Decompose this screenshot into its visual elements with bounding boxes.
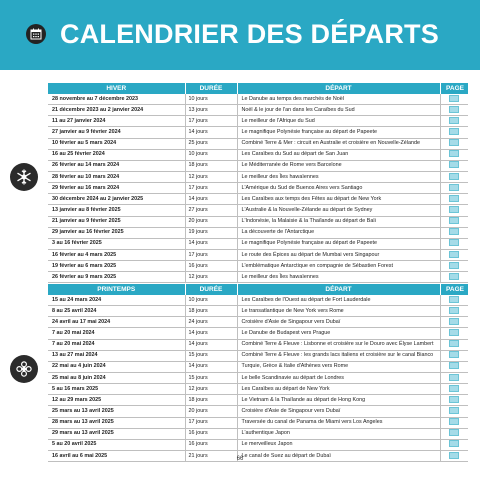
duration: 14 jours — [185, 339, 237, 350]
page-cell — [440, 361, 468, 372]
table-row — [48, 372, 468, 383]
page-cell — [440, 116, 468, 127]
page-reference-icon[interactable] — [449, 184, 459, 191]
table-row — [48, 384, 468, 395]
page-cell — [440, 406, 468, 417]
departure-date: 28 mars au 13 avril 2025 — [48, 417, 185, 428]
page-cell — [440, 428, 468, 439]
page-reference-icon[interactable] — [449, 195, 459, 202]
page-cell — [440, 94, 468, 105]
page-cell — [440, 439, 468, 450]
table-row — [48, 439, 468, 450]
table-row — [48, 194, 468, 205]
page-reference-icon[interactable] — [449, 307, 459, 314]
page-reference-icon[interactable] — [449, 362, 459, 369]
duration: 14 jours — [185, 194, 237, 205]
table-row — [48, 94, 468, 105]
departure-name: L'emblématique Antarctique en compagnie de Sébastien Forest — [237, 261, 440, 272]
page-reference-icon[interactable] — [449, 206, 459, 213]
page-cell — [440, 328, 468, 339]
duration: 12 jours — [185, 272, 237, 283]
departure-name: Le canal de Suez au départ de Dubaï — [237, 450, 440, 461]
table-row — [48, 306, 468, 317]
page-reference-icon[interactable] — [449, 329, 459, 336]
departure-name: Le meilleur des Îles hawaïennes — [237, 272, 440, 283]
duration: 17 jours — [185, 183, 237, 194]
page-reference-icon[interactable] — [449, 173, 459, 180]
page-reference-icon[interactable] — [449, 374, 459, 381]
page-cell — [440, 194, 468, 205]
page-cell — [440, 205, 468, 216]
title-banner — [0, 0, 480, 70]
page-reference-icon[interactable] — [449, 429, 459, 436]
table-row — [48, 127, 468, 138]
page-cell — [440, 417, 468, 428]
departure-name: La découverte de l'Antarctique — [237, 227, 440, 238]
table-row — [48, 183, 468, 194]
page-reference-icon[interactable] — [449, 440, 459, 447]
departure-date: 30 décembre 2024 au 2 janvier 2025 — [48, 194, 185, 205]
page-cell — [440, 261, 468, 272]
duration: 17 jours — [185, 249, 237, 260]
duration: 15 jours — [185, 350, 237, 361]
departure-date: 7 au 20 mai 2024 — [48, 339, 185, 350]
departure-name: Le Danube de Budapest vers Prague — [237, 328, 440, 339]
departure-name: Traversée du canal de Panama de Miami vers Los Angeles — [237, 417, 440, 428]
column-header-duree: DURÉE — [185, 284, 237, 295]
departure-date: 26 février au 14 mars 2024 — [48, 160, 185, 171]
page-cell — [440, 317, 468, 328]
page-cell — [440, 249, 468, 260]
table-row — [48, 428, 468, 439]
page-cell — [440, 306, 468, 317]
departure-name: L'authentique Japon — [237, 428, 440, 439]
duration: 10 jours — [185, 149, 237, 160]
page-reference-icon[interactable] — [449, 106, 459, 113]
departure-date: 10 février au 5 mars 2024 — [48, 138, 185, 149]
page-cell — [440, 216, 468, 227]
departure-date: 24 avril au 17 mai 2024 — [48, 317, 185, 328]
page-reference-icon[interactable] — [449, 385, 459, 392]
departure-date: 27 janvier au 9 février 2024 — [48, 127, 185, 138]
printemps-table — [48, 284, 468, 462]
table-row — [48, 406, 468, 417]
duration: 14 jours — [185, 361, 237, 372]
duration: 16 jours — [185, 261, 237, 272]
page-cell — [440, 295, 468, 306]
departure-name: Le transatlantique de New York vers Rome — [237, 306, 440, 317]
table-row — [48, 328, 468, 339]
duration: 18 jours — [185, 160, 237, 171]
departure-date: 25 mars au 13 avril 2025 — [48, 406, 185, 417]
page-reference-icon[interactable] — [449, 273, 459, 280]
table-row — [48, 149, 468, 160]
departure-date: 15 au 24 mars 2024 — [48, 295, 185, 306]
table-row — [48, 339, 468, 350]
departure-date: 28 novembre au 7 décembre 2023 — [48, 94, 185, 105]
page-cell — [440, 171, 468, 182]
departure-date: 25 mai au 8 juin 2024 — [48, 372, 185, 383]
hiver-table — [48, 83, 468, 283]
column-header-depart: DÉPART — [237, 83, 440, 94]
departure-name: Le Méditerranée de Rome vers Barcelone — [237, 160, 440, 171]
table-row — [48, 350, 468, 361]
departure-name: L'Australie & la Nouvelle-Zélande au départ de Sydney — [237, 205, 440, 216]
duration: 12 jours — [185, 171, 237, 182]
departure-date: 19 février au 6 mars 2025 — [48, 261, 185, 272]
duration: 16 jours — [185, 428, 237, 439]
departure-date: 5 au 16 mars 2025 — [48, 384, 185, 395]
duration: 18 jours — [185, 395, 237, 406]
departure-name: Le Danube au temps des marchés de Noël — [237, 94, 440, 105]
page-reference-icon[interactable] — [449, 139, 459, 146]
printemps-header-row — [48, 284, 468, 295]
duration: 27 jours — [185, 205, 237, 216]
departure-date: 21 décembre 2023 au 2 janvier 2024 — [48, 105, 185, 116]
page-cell — [440, 105, 468, 116]
page-cell — [440, 372, 468, 383]
table-row — [48, 317, 468, 328]
page-cell — [440, 350, 468, 361]
table-row — [48, 261, 468, 272]
duration: 10 jours — [185, 94, 237, 105]
hiver-header-row — [48, 83, 468, 94]
departure-date: 13 janvier au 8 février 2025 — [48, 205, 185, 216]
departure-name: Noël & le jour de l'an dans les Caraïbes du Sud — [237, 105, 440, 116]
departure-name: Combiné Terre & Fleuve : les grands lacs italiens et croisière sur le canal Bianco — [237, 350, 440, 361]
column-header-depart: DÉPART — [237, 284, 440, 295]
column-header-page: PAGE — [440, 83, 468, 94]
column-header-season: PRINTEMPS — [48, 284, 185, 295]
duration: 19 jours — [185, 227, 237, 238]
departure-name: Les Caraïbes aux temps des Fêtes au départ de New York — [237, 194, 440, 205]
departure-date: 26 février au 9 mars 2025 — [48, 272, 185, 283]
page-cell — [440, 183, 468, 194]
departure-date: 3 au 16 février 2025 — [48, 238, 185, 249]
duration: 25 jours — [185, 138, 237, 149]
page-cell — [440, 339, 468, 350]
page-reference-icon[interactable] — [449, 351, 459, 358]
departure-name: Le meilleur des Îles hawaïennes — [237, 171, 440, 182]
table-row — [48, 171, 468, 182]
departure-date: 7 au 20 mai 2024 — [48, 328, 185, 339]
departure-name: Croisière d'Asie de Singapour vers Dubaï — [237, 406, 440, 417]
page-reference-icon[interactable] — [449, 418, 459, 425]
departure-date: 29 mars au 13 avril 2025 — [48, 428, 185, 439]
table-row — [48, 105, 468, 116]
departure-name: Combiné Terre & Mer : circuit en Australie et croisière en Nouvelle-Zélande — [237, 138, 440, 149]
page-reference-icon[interactable] — [449, 340, 459, 347]
departure-name: L'Indonésie, la Malaisie & la Thaïlande au départ de Bali — [237, 216, 440, 227]
departure-name: Le merveilleux Japon — [237, 439, 440, 450]
table-row — [48, 138, 468, 149]
departure-date: 29 janvier au 16 février 2025 — [48, 227, 185, 238]
departure-name: Le magnifique Polynésie française au départ de Papeete — [237, 127, 440, 138]
duration: 20 jours — [185, 406, 237, 417]
table-row — [48, 395, 468, 406]
departure-date: 16 février au 4 mars 2025 — [48, 249, 185, 260]
page-reference-icon[interactable] — [449, 217, 459, 224]
table-row — [48, 205, 468, 216]
duration: 15 jours — [185, 372, 237, 383]
departure-name: Croisière d'Asie de Singapour vers Dubaï — [237, 317, 440, 328]
flower-icon — [10, 355, 38, 383]
table-row — [48, 295, 468, 306]
departure-date: 5 au 20 avril 2025 — [48, 439, 185, 450]
page-reference-icon[interactable] — [449, 396, 459, 403]
duration: 14 jours — [185, 328, 237, 339]
departure-name: Le route des Épices au départ de Mumbai vers Singapour — [237, 249, 440, 260]
duration: 24 jours — [185, 317, 237, 328]
hiver-rows — [48, 94, 468, 283]
departure-name: Le belle Scandinavie au départ de Londres — [237, 372, 440, 383]
duration: 21 jours — [185, 450, 237, 461]
page-reference-icon[interactable] — [449, 117, 459, 124]
snowflake-icon — [10, 163, 38, 191]
departure-name: Les Caraïbes de l'Ouest au départ de Fort Lauderdale — [237, 295, 440, 306]
departure-name: Les Caraïbes au départ de New York — [237, 384, 440, 395]
duration: 16 jours — [185, 439, 237, 450]
page-reference-icon[interactable] — [449, 407, 459, 414]
departure-date: 16 au 25 février 2024 — [48, 149, 185, 160]
page-number: 66 — [236, 456, 244, 462]
column-header-season: HIVER — [48, 83, 185, 94]
duration: 20 jours — [185, 216, 237, 227]
page-reference-icon[interactable] — [449, 150, 459, 157]
departure-date: 13 au 27 mai 2024 — [48, 350, 185, 361]
departure-date: 16 avril au 6 mai 2025 — [48, 450, 185, 461]
page-cell — [440, 272, 468, 283]
departure-date: 22 mai au 4 juin 2024 — [48, 361, 185, 372]
departure-date: 29 février au 16 mars 2024 — [48, 183, 185, 194]
duration: 17 jours — [185, 417, 237, 428]
departure-date: 21 janvier au 9 février 2025 — [48, 216, 185, 227]
departure-name: Combiné Terre & Fleuve : Lisbonne et croisière sur le Douro avec Élyse Lambert — [237, 339, 440, 350]
departure-date: 12 au 29 mars 2025 — [48, 395, 185, 406]
table-row — [48, 417, 468, 428]
duration: 10 jours — [185, 295, 237, 306]
table-row — [48, 160, 468, 171]
page-reference-icon[interactable] — [449, 262, 459, 269]
table-row — [48, 238, 468, 249]
column-header-page: PAGE — [440, 284, 468, 295]
table-row — [48, 272, 468, 283]
departure-date: 11 au 27 janvier 2024 — [48, 116, 185, 127]
table-row — [48, 116, 468, 127]
page-cell — [440, 138, 468, 149]
calendar-icon — [26, 24, 46, 44]
table-row — [48, 216, 468, 227]
page-cell — [440, 238, 468, 249]
page-reference-icon[interactable] — [449, 296, 459, 303]
column-header-duree: DURÉE — [185, 83, 237, 94]
page-reference-icon[interactable] — [449, 251, 459, 258]
page-cell — [440, 384, 468, 395]
page-cell — [440, 160, 468, 171]
table-row — [48, 361, 468, 372]
departure-name: Le meilleur de l'Afrique du Sud — [237, 116, 440, 127]
page-reference-icon[interactable] — [449, 95, 459, 102]
departure-date: 28 février au 10 mars 2024 — [48, 171, 185, 182]
printemps-rows — [48, 295, 468, 462]
duration: 14 jours — [185, 238, 237, 249]
table-row — [48, 227, 468, 238]
departure-name: Le Vietnam & la Thaïlande au départ de Hong Kong — [237, 395, 440, 406]
page-cell — [440, 127, 468, 138]
departure-name: Le magnifique Polynésie française au départ de Papeete — [237, 238, 440, 249]
duration: 14 jours — [185, 127, 237, 138]
page-cell — [440, 149, 468, 160]
departure-name: Les Caraïbes du Sud au départ de San Juan — [237, 149, 440, 160]
page-reference-icon[interactable] — [449, 161, 459, 168]
table-row — [48, 249, 468, 260]
page-reference-icon[interactable] — [449, 318, 459, 325]
duration: 12 jours — [185, 384, 237, 395]
page-title: CALENDRIER DES DÉPARTS — [60, 19, 439, 49]
page-cell — [440, 227, 468, 238]
page-reference-icon[interactable] — [449, 128, 459, 135]
duration: 17 jours — [185, 116, 237, 127]
page-cell — [440, 395, 468, 406]
page-reference-icon[interactable] — [449, 228, 459, 235]
page-reference-icon[interactable] — [449, 239, 459, 246]
duration: 13 jours — [185, 105, 237, 116]
departure-date: 8 au 25 avril 2024 — [48, 306, 185, 317]
duration: 18 jours — [185, 306, 237, 317]
departure-name: Turquie, Grèce & Italie d'Athènes vers Rome — [237, 361, 440, 372]
departure-name: L'Amérique du Sud de Buenos Aires vers Santiago — [237, 183, 440, 194]
